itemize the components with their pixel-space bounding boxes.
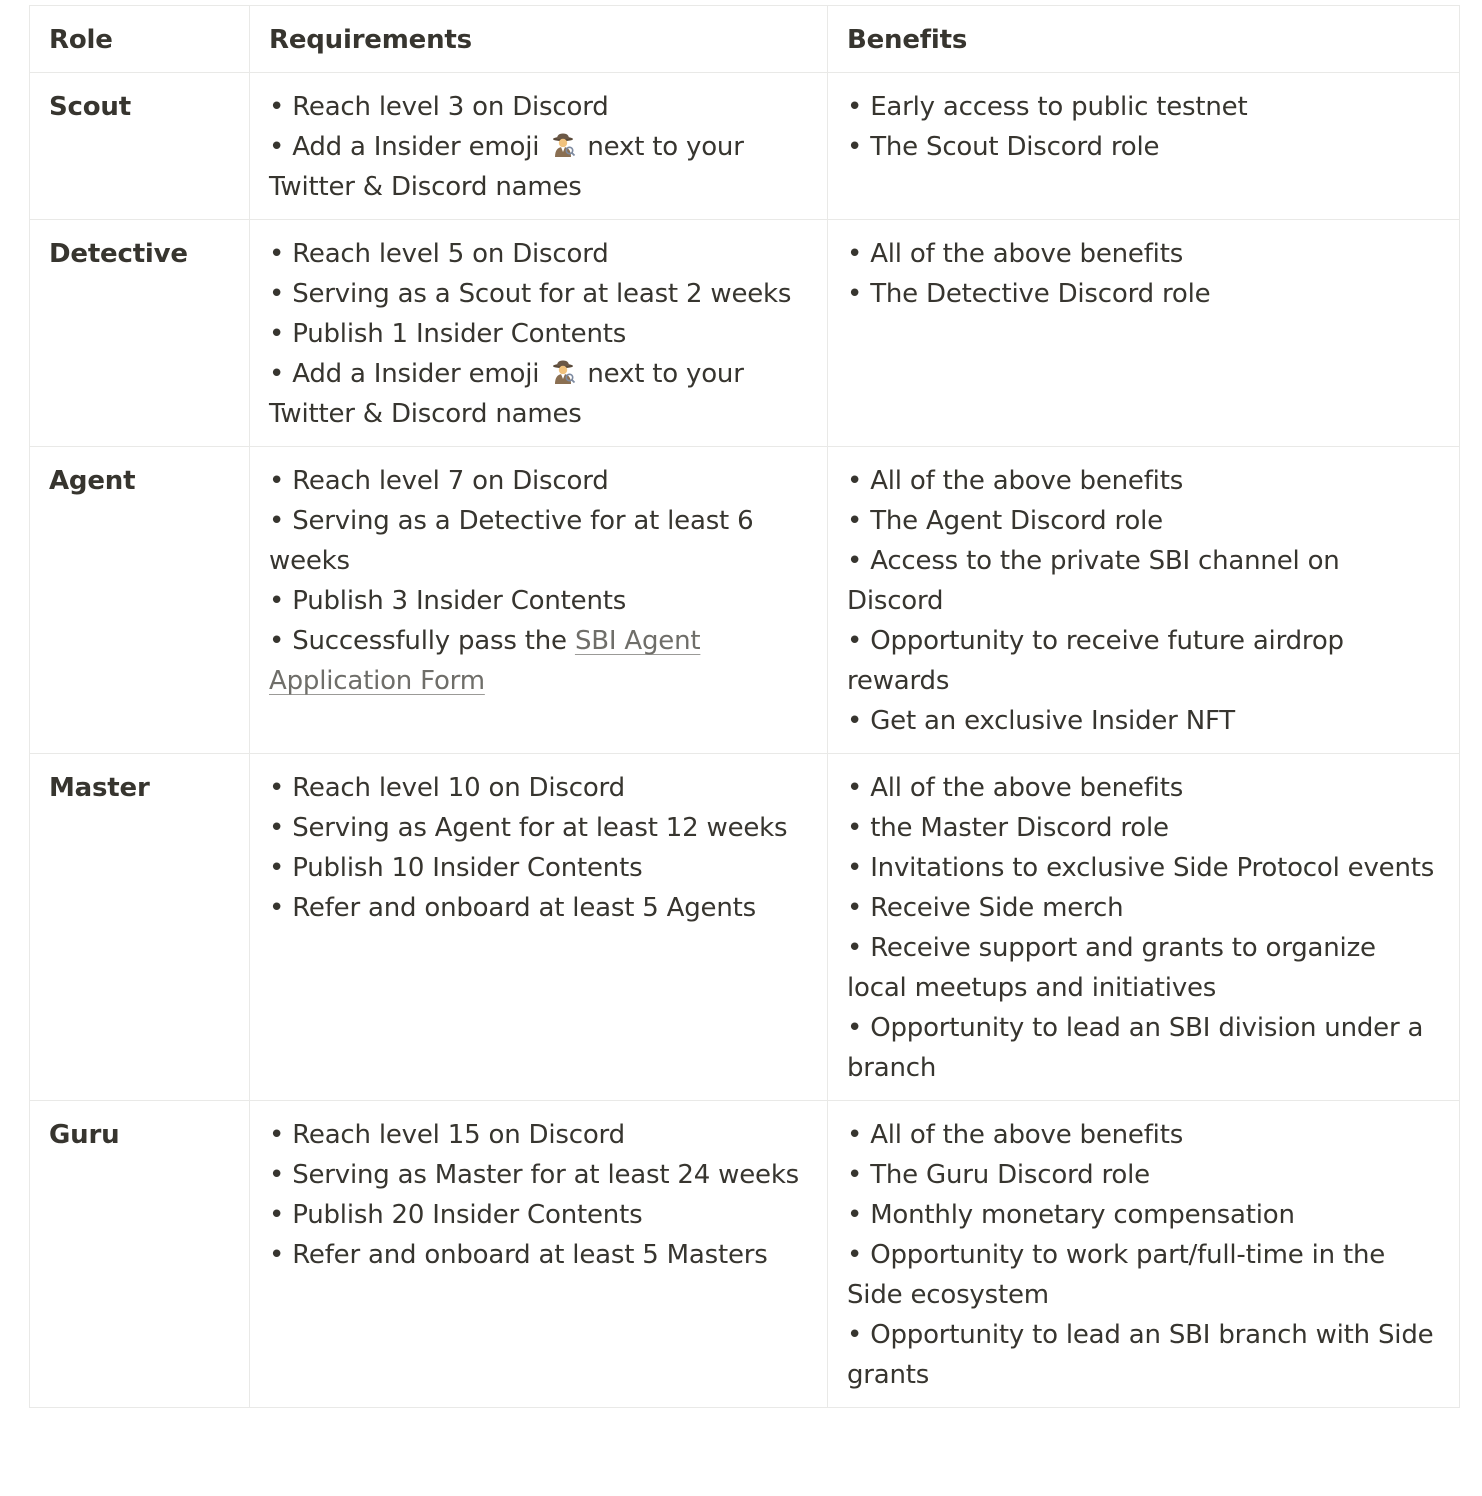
requirement-text: next to your Twitter & Discord names [269,359,744,429]
table-row [30,1101,1460,1408]
benefit-item: • All of the above benefits [847,466,1184,496]
benefit-item: • All of the above benefits [847,239,1184,269]
table-row [30,754,1460,1101]
table-header-row [30,6,1460,73]
role-cell: Guru [30,1101,250,1408]
requirement-text: • Add a Insider emoji [269,359,540,389]
role-cell: Scout [30,73,250,220]
benefit-item: • All of the above benefits [847,773,1184,803]
benefit-item: • The Scout Discord role [847,132,1160,162]
roles-table [29,5,1460,1408]
requirement-item: • Reach level 3 on Discord [269,92,609,122]
requirement-item: • Serving as a Detective for at least 6 weeks [269,506,754,576]
benefits-cell [828,754,1460,1101]
requirement-item: • Serving as Agent for at least 12 weeks [269,813,788,843]
table-row [30,220,1460,447]
benefit-item: • The Agent Discord role [847,506,1163,536]
benefits-cell [828,447,1460,754]
requirement-item: • Reach level 7 on Discord [269,466,609,496]
roles-table-container [29,5,1459,1408]
benefit-item: • Get an exclusive Insider NFT [847,706,1235,736]
requirements-cell [250,1101,828,1408]
requirements-cell [250,754,828,1101]
requirement-item [269,621,808,701]
benefit-item: • The Guru Discord role [847,1160,1150,1190]
requirement-text: next to your Twitter & Discord names [269,132,744,202]
requirement-item: • Publish 10 Insider Contents [269,853,643,883]
requirements-cell [250,73,828,220]
requirements-cell [250,447,828,754]
header-requirements: Requirements [250,6,828,73]
role-cell: Master [30,754,250,1101]
requirement-item: • Serving as a Scout for at least 2 weeks [269,279,792,309]
benefit-item: • Monthly monetary compensation [847,1200,1295,1230]
benefit-item: • Opportunity to lead an SBI division under a branch [847,1013,1424,1083]
requirement-item: • Reach level 5 on Discord [269,239,609,269]
requirement-item: • Refer and onboard at least 5 Masters [269,1240,768,1270]
requirement-item [269,127,808,207]
detective-emoji-icon [550,359,576,385]
benefits-cell [828,1101,1460,1408]
benefit-item: • Receive support and grants to organize local meetups and initiatives [847,933,1376,1003]
benefit-item: • Invitations to exclusive Side Protocol events [847,853,1435,883]
requirement-item: • Reach level 10 on Discord [269,773,625,803]
requirement-item: • Publish 3 Insider Contents [269,586,627,616]
benefit-item: • All of the above benefits [847,1120,1184,1150]
benefit-item: • the Master Discord role [847,813,1169,843]
benefit-item: • Opportunity to receive future airdrop rewards [847,626,1344,696]
agent-application-form-link[interactable]: SBI Agent Application Form [269,626,701,696]
benefit-item: • Early access to public testnet [847,92,1248,122]
requirement-item: • Publish 1 Insider Contents [269,319,627,349]
table-row [30,73,1460,220]
requirement-item: • Serving as Master for at least 24 weeks [269,1160,800,1190]
benefit-item: • The Detective Discord role [847,279,1211,309]
role-cell: Detective [30,220,250,447]
requirement-text: • Add a Insider emoji [269,132,540,162]
requirement-item [269,354,808,434]
benefits-cell [828,73,1460,220]
detective-emoji-icon [550,132,576,158]
requirement-item: • Refer and onboard at least 5 Agents [269,893,756,923]
table-row [30,447,1460,754]
role-cell: Agent [30,447,250,754]
requirements-cell [250,220,828,447]
requirement-item: • Publish 20 Insider Contents [269,1200,643,1230]
benefit-item: • Access to the private SBI channel on Discord [847,546,1340,616]
benefits-cell [828,220,1460,447]
benefit-item: • Opportunity to work part/full-time in the Side ecosystem [847,1240,1386,1310]
requirement-text: • Successfully pass the [269,626,567,656]
requirement-item: • Reach level 15 on Discord [269,1120,625,1150]
benefit-item: • Receive Side merch [847,893,1124,923]
header-benefits: Benefits [828,6,1460,73]
benefit-item: • Opportunity to lead an SBI branch with Side grants [847,1320,1434,1390]
header-role: Role [30,6,250,73]
